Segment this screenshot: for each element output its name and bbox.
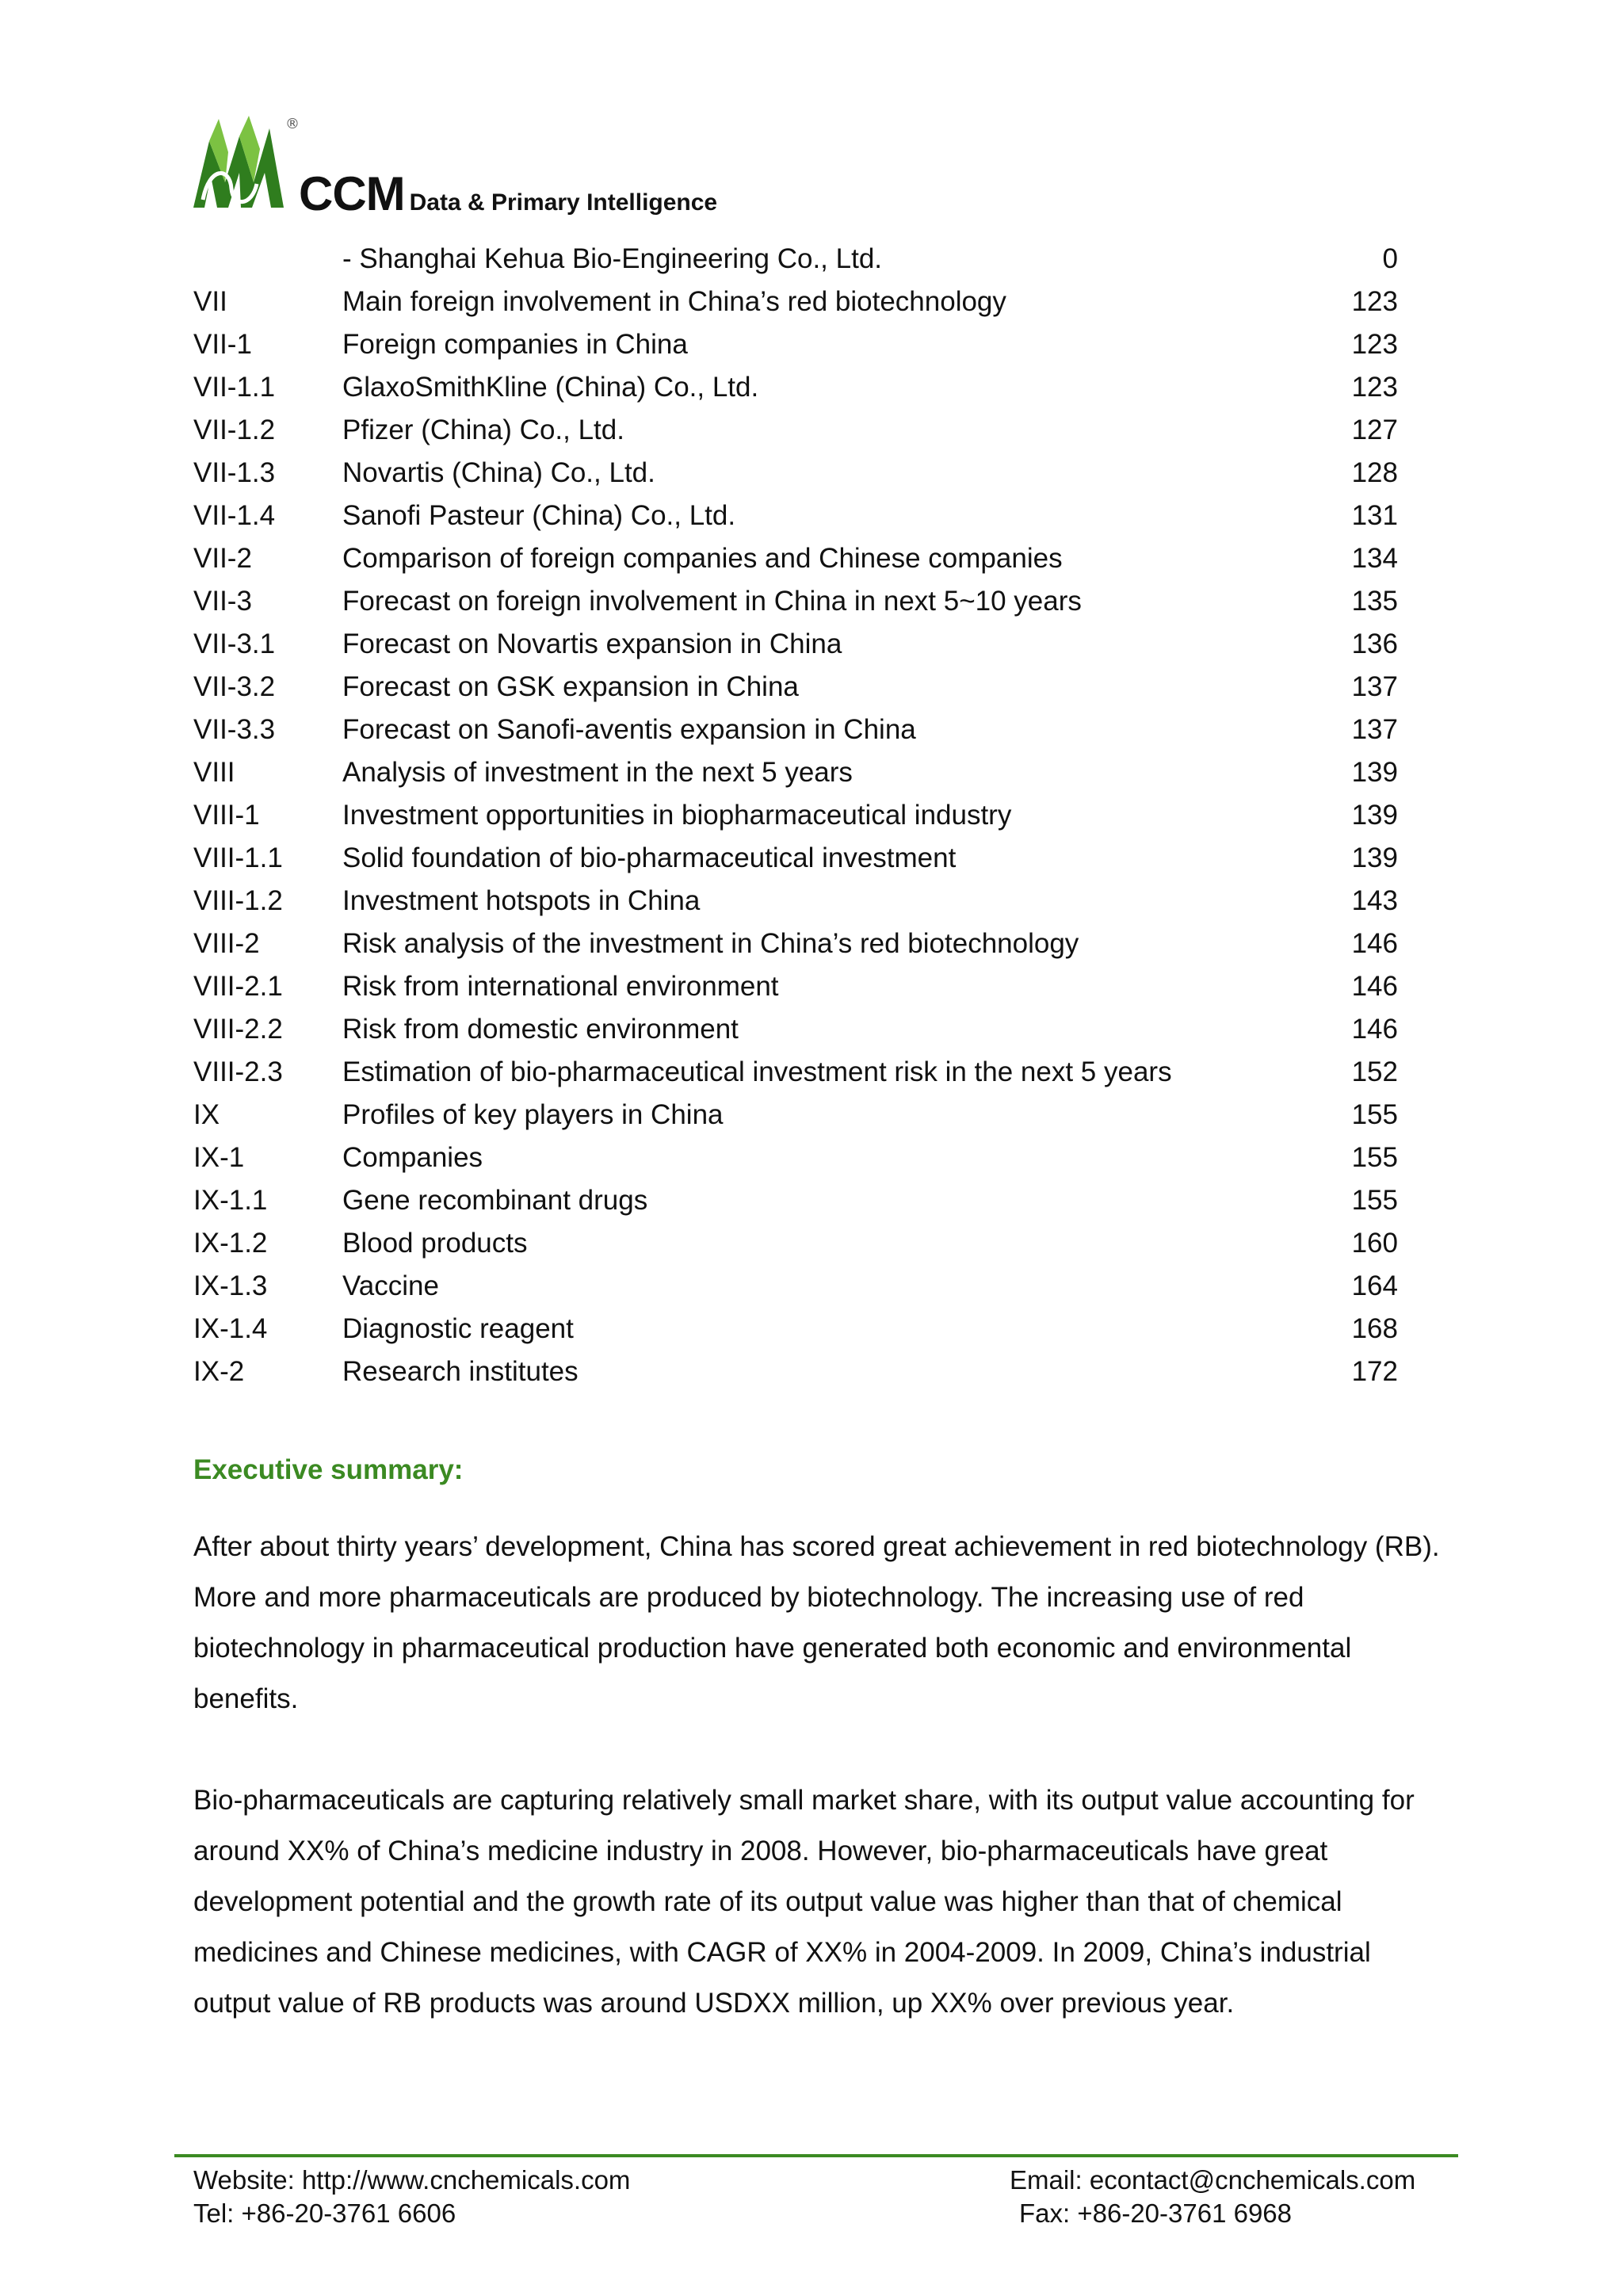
- toc-section-number: VII-3: [193, 586, 252, 617]
- toc-page-number: 123: [1351, 329, 1398, 360]
- toc-section-title: - Shanghai Kehua Bio-Engineering Co., Ltd.: [342, 243, 883, 274]
- toc-page-number: 123: [1351, 372, 1398, 403]
- table-of-contents: [193, 238, 1398, 1393]
- toc-section-number: IX-1.2: [193, 1228, 268, 1259]
- toc-section-title: Sanofi Pasteur (China) Co., Ltd.: [342, 500, 736, 531]
- toc-row: [193, 366, 1398, 409]
- toc-section-title: Companies: [342, 1142, 483, 1173]
- toc-row: [193, 495, 1398, 537]
- toc-row: [193, 1265, 1398, 1308]
- toc-section-title: Investment hotspots in China: [342, 885, 701, 916]
- toc-section-title: Estimation of bio-pharmaceutical investment risk in the next 5 years: [342, 1056, 1172, 1087]
- page-footer: [193, 2164, 1442, 2230]
- toc-section-title: Forecast on Novartis expansion in China: [342, 628, 842, 659]
- toc-page-number: 146: [1351, 971, 1398, 1002]
- toc-page-number: 152: [1351, 1056, 1398, 1087]
- toc-page-number: 131: [1351, 500, 1398, 531]
- toc-row: [193, 709, 1398, 751]
- toc-section-title: Forecast on foreign involvement in China in next 5~10 years: [342, 586, 1082, 617]
- toc-section-number: VIII-2.2: [193, 1014, 283, 1045]
- toc-section-title: Blood products: [342, 1228, 528, 1259]
- toc-row: [193, 923, 1398, 965]
- toc-row: [193, 623, 1398, 666]
- toc-section-number: VII-1: [193, 329, 252, 360]
- toc-section-number: VII-2: [193, 543, 252, 574]
- toc-row: [193, 965, 1398, 1008]
- toc-page-number: 155: [1351, 1142, 1398, 1173]
- toc-page-number: 136: [1351, 628, 1398, 659]
- toc-section-number: VIII-1.2: [193, 885, 283, 916]
- page-header: [192, 111, 826, 220]
- toc-section-number: VII-1.2: [193, 415, 276, 445]
- toc-section-title: Forecast on Sanofi-aventis expansion in China: [342, 714, 916, 745]
- toc-row: [193, 837, 1398, 880]
- toc-page-number: 127: [1351, 415, 1398, 445]
- toc-section-number: IX: [193, 1099, 220, 1130]
- footer-fax: Fax: +86-20-3761 6968: [1019, 2199, 1293, 2228]
- toc-section-number: VIII-2: [193, 928, 260, 959]
- toc-row: [193, 409, 1398, 452]
- toc-page-number: 139: [1351, 842, 1398, 873]
- toc-section-number: VIII-1: [193, 800, 260, 831]
- toc-section-number: VII-1.3: [193, 457, 276, 488]
- toc-row: [193, 880, 1398, 923]
- toc-section-title: Research institutes: [342, 1356, 579, 1387]
- toc-row: [193, 537, 1398, 580]
- toc-page-number: 168: [1351, 1313, 1398, 1344]
- brand: [299, 166, 717, 221]
- toc-row: [193, 794, 1398, 837]
- toc-row: [193, 1222, 1398, 1265]
- toc-section-title: Profiles of key players in China: [342, 1099, 724, 1130]
- toc-section-title: Comparison of foreign companies and Chinese companies: [342, 543, 1063, 574]
- toc-page-number: 123: [1351, 286, 1398, 317]
- toc-page-number: 134: [1351, 543, 1398, 574]
- toc-section-number: IX-1.3: [193, 1270, 268, 1301]
- toc-section-title: Pfizer (China) Co., Ltd.: [342, 415, 624, 445]
- toc-section-title: Novartis (China) Co., Ltd.: [342, 457, 655, 488]
- toc-page-number: 155: [1351, 1185, 1398, 1216]
- toc-section-title: Investment opportunities in biopharmaceutical industry: [342, 800, 1012, 831]
- summary-paragraph-2: Bio-pharmaceuticals are capturing relatively small market share, with its output value accounting for around XX% of China’s medicine industry in 2008. However, bio-pharmaceuticals have great development potential and the growth rate of its output value was higher than that of chemical medicines and Chinese medicines, with CAGR of XX% in 2004-2009. In 2009, China’s industrial output value of RB products was around USDXX million, up XX% over previous year.: [193, 1785, 1415, 2019]
- footer-email: Email: econtact@cnchemicals.com: [1010, 2165, 1416, 2195]
- toc-row: [193, 1350, 1398, 1393]
- toc-page-number: 160: [1351, 1228, 1398, 1259]
- toc-row: [193, 751, 1398, 794]
- toc-page-number: 146: [1351, 928, 1398, 959]
- toc-page-number: 128: [1351, 457, 1398, 488]
- toc-page-number: 0: [1382, 243, 1398, 274]
- toc-section-number: IX-1.4: [193, 1313, 268, 1344]
- toc-section-number: VII-3.3: [193, 714, 276, 745]
- ccm-logo-icon: [192, 111, 303, 214]
- footer-divider: [174, 2154, 1458, 2157]
- toc-row: [193, 281, 1398, 323]
- brand-tagline: Data & Primary Intelligence: [409, 189, 718, 216]
- toc-page-number: 155: [1351, 1099, 1398, 1130]
- summary-heading: Executive summary:: [193, 1454, 464, 1485]
- toc-page-number: 172: [1351, 1356, 1398, 1387]
- toc-section-title: Forecast on GSK expansion in China: [342, 671, 799, 702]
- executive-summary: [193, 1450, 1445, 2080]
- toc-section-number: VIII-2.1: [193, 971, 283, 1002]
- toc-page-number: 135: [1351, 586, 1398, 617]
- toc-row: [193, 1137, 1398, 1179]
- toc-section-number: VIII: [193, 757, 235, 788]
- toc-page-number: 137: [1351, 714, 1398, 745]
- toc-row: [193, 238, 1398, 281]
- toc-section-number: VII-1.4: [193, 500, 276, 531]
- toc-section-title: Risk from domestic environment: [342, 1014, 739, 1045]
- toc-section-number: VII-1.1: [193, 372, 276, 403]
- toc-row: [193, 1008, 1398, 1051]
- toc-page-number: 164: [1351, 1270, 1398, 1301]
- footer-tel: Tel: +86-20-3761 6606: [193, 2199, 456, 2228]
- brand-name: CCM: [299, 167, 405, 220]
- toc-section-title: Analysis of investment in the next 5 years: [342, 757, 853, 788]
- toc-section-title: Foreign companies in China: [342, 329, 688, 360]
- toc-section-title: Risk analysis of the investment in China’s red biotechnology: [342, 928, 1079, 959]
- toc-row: [193, 1094, 1398, 1137]
- toc-page-number: 146: [1351, 1014, 1398, 1045]
- toc-row: [193, 1308, 1398, 1350]
- toc-section-title: Solid foundation of bio-pharmaceutical investment: [342, 842, 957, 873]
- toc-page-number: 143: [1351, 885, 1398, 916]
- toc-page-number: 139: [1351, 800, 1398, 831]
- toc-row: [193, 452, 1398, 495]
- toc-section-title: GlaxoSmithKline (China) Co., Ltd.: [342, 372, 759, 403]
- toc-section-number: VIII-2.3: [193, 1056, 283, 1087]
- footer-website: Website: http://www.cnchemicals.com: [193, 2165, 631, 2195]
- toc-section-title: Diagnostic reagent: [342, 1313, 574, 1344]
- toc-row: [193, 1179, 1398, 1222]
- toc-section-title: Gene recombinant drugs: [342, 1185, 648, 1216]
- toc-section-number: VII-3.1: [193, 628, 276, 659]
- toc-page-number: 137: [1351, 671, 1398, 702]
- summary-paragraph-1: After about thirty years’ development, China has scored great achievement in red biotechnology (RB). More and more pharmaceuticals are produced by biotechnology. The increasing use of red biotechnology in pharmaceutical production have generated both economic and environmental benefits.: [193, 1531, 1440, 1714]
- toc-row: [193, 666, 1398, 709]
- toc-section-number: IX-1: [193, 1142, 245, 1173]
- toc-page-number: 139: [1351, 757, 1398, 788]
- toc-section-number: IX-2: [193, 1356, 245, 1387]
- toc-section-number: IX-1.1: [193, 1185, 268, 1216]
- toc-row: [193, 580, 1398, 623]
- toc-row: [193, 323, 1398, 366]
- toc-section-title: Vaccine: [342, 1270, 439, 1301]
- toc-row: [193, 1051, 1398, 1094]
- toc-section-number: VIII-1.1: [193, 842, 283, 873]
- toc-section-number: VII: [193, 286, 227, 317]
- registered-mark: ®: [285, 116, 300, 132]
- toc-section-number: VII-3.2: [193, 671, 276, 702]
- toc-section-title: Risk from international environment: [342, 971, 779, 1002]
- toc-section-title: Main foreign involvement in China’s red biotechnology: [342, 286, 1006, 317]
